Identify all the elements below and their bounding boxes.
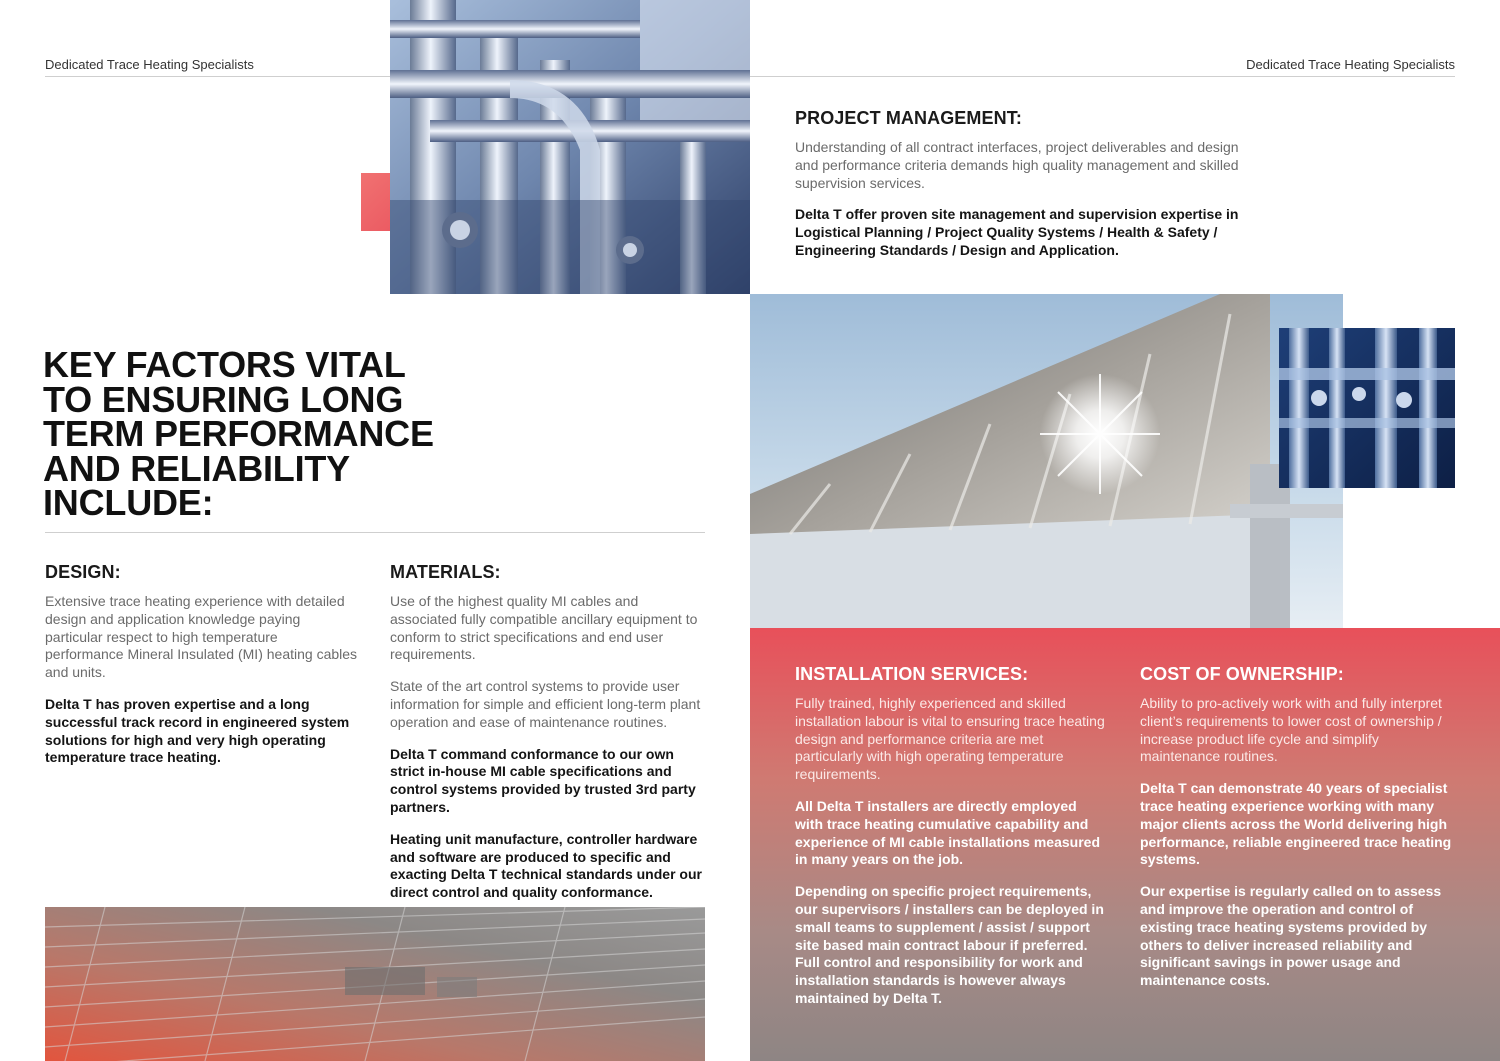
key-factors-title — [43, 344, 463, 523]
key-factors-rule — [45, 532, 705, 533]
cost-bold-1: Delta T can demonstrate 40 years of specialist trace heating experience working with many major clients across the World delivering high performance, reliable engineered trace heating systems. — [1140, 780, 1452, 868]
materials-intro-1: Use of the highest quality MI cables and associated fully compatible ancillary equipment to conform to strict specifications and end user requirements. — [390, 593, 698, 663]
design-bold: Delta T has proven expertise and a long successful track record in engineered system solutions for high and very high operating temperature trace heating. — [45, 695, 350, 766]
solar-mirror-photo — [750, 294, 1343, 630]
design-heading: DESIGN: — [45, 562, 121, 582]
header-right-rule — [750, 76, 1455, 77]
project-management-section — [795, 108, 1255, 274]
key-factors-title-line: KEY FACTORS VITAL — [43, 344, 406, 385]
installation-bold-2: Depending on specific project requirements, our supervisors / installers can be deployed in small teams to supplement / assist / support site based main contract labour if preferred. Full control and responsibility for work and installation standards is however always maintained by Delta T. — [795, 883, 1104, 1006]
header-left-rule — [45, 76, 390, 77]
key-factors-title-line: TO ENSURING LONG — [43, 378, 404, 420]
blue-pipes-photo — [1279, 328, 1455, 488]
installation-heading: INSTALLATION SERVICES: — [795, 664, 1029, 684]
project-management-intro: Understanding of all contract interfaces, project deliverables and design and performance criteria demands high quality management and skilled supervision services. — [795, 139, 1239, 191]
materials-intro-2: State of the art control systems to provide user information for simple and efficient long-term plant operation and ease of maintenance routines. — [390, 678, 701, 730]
installation-intro: Fully trained, highly experienced and skilled installation labour is vital to ensuring trace heating design and performance criteria are met particularly with high operating temperature requirements. — [795, 695, 1105, 783]
key-factors-title-line: AND RELIABILITY — [43, 447, 350, 489]
industrial-pipes-photo — [390, 0, 750, 294]
header-left-text: Dedicated Trace Heating Specialists — [45, 57, 254, 72]
project-management-heading: PROJECT MANAGEMENT: — [795, 108, 1022, 128]
installation-section — [795, 664, 1105, 1022]
design-intro: Extensive trace heating experience with detailed design and application knowledge paying particular respect to high temperature performance Mineral Insulated (MI) heating cables and units. — [45, 593, 358, 681]
cost-intro: Ability to pro-actively work with and fully interpret client’s requirements to lower cost of ownership / increase product life cycle and simplify maintenance routines. — [1140, 695, 1442, 765]
cost-section — [1140, 664, 1455, 1004]
cost-bold-2: Our expertise is regularly called on to assess and improve the operation and control of existing trace heating systems provided by others to deliver increased reliability and significant savings in power usage and maintenance costs. — [1140, 883, 1442, 989]
materials-section — [390, 562, 706, 916]
project-management-bold: Delta T offer proven site management and supervision expertise in Logistical Planning / Project Quality Systems / Health & Safety / Engineering Standards / Design and Application. — [795, 206, 1239, 258]
materials-heading: MATERIALS: — [390, 562, 501, 582]
key-factors-title-line: TERM PERFORMANCE — [43, 413, 434, 454]
aerial-solar-field-photo — [45, 907, 705, 1061]
design-section — [45, 562, 360, 781]
header-right-text: Dedicated Trace Heating Specialists — [1246, 57, 1455, 72]
cost-heading: COST OF OWNERSHIP: — [1140, 664, 1344, 684]
key-factors-title-line: INCLUDE: — [43, 482, 214, 523]
installation-bold-1: All Delta T installers are directly employed with trace heating cumulative capability and experience of MI cable installations measured in many years on the job. — [795, 797, 1100, 868]
materials-bold-2: Heating unit manufacture, controller hardware and software are produced to specific and exacting Delta T technical standards under our direct control and quality conformance. — [390, 830, 702, 901]
materials-bold-1: Delta T command conformance to our own strict in-house MI cable specifications and control systems provided by trusted 3rd party partners. — [390, 745, 696, 815]
